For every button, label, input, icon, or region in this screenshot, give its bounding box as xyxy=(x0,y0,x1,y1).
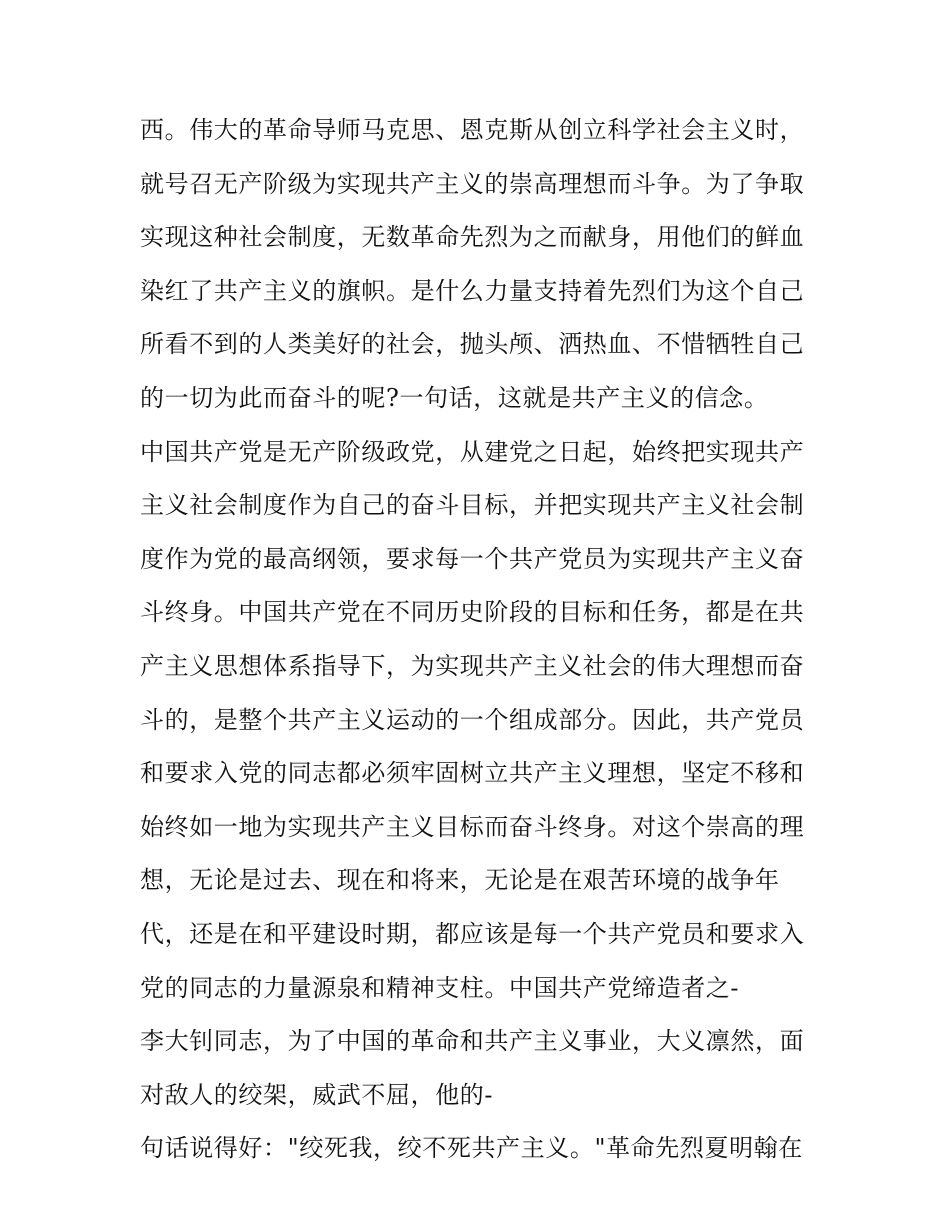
text-line: 就号召无产阶级为实现共产主义的崇高理想而斗争。为了争取 xyxy=(140,169,805,198)
text-line: 染红了共产主义的旗帜。是什么力量支持着先烈们为这个自己 xyxy=(140,276,805,305)
text-line: 斗终身。中国共产党在不同历史阶段的目标和任务，都是在共 xyxy=(140,598,805,627)
text-line: 斗的，是整个共产主义运动的一个组成部分。因此，共产党员 xyxy=(140,705,805,734)
text-line: 实现这种社会制度，无数革命先烈为之而献身，用他们的鲜血 xyxy=(140,223,805,252)
text-line: 的一切为此而奋斗的呢?一句话，这就是共产主义的信念。 xyxy=(140,383,769,412)
text-line: 所看不到的人类美好的社会，抛头颅、洒热血、不惜牺牲自己 xyxy=(140,330,805,359)
text-line: 产主义思想体系指导下，为实现共产主义社会的伟大理想而奋 xyxy=(140,651,805,680)
text-line: 句话说得好："绞死我，绞不死共产主义。"革命先烈夏明翰在 xyxy=(140,1134,803,1163)
text-line: 主义社会制度作为自己的奋斗目标，并把实现共产主义社会制 xyxy=(140,491,805,520)
text-line: 代，还是在和平建设时期，都应该是每一个共产党员和要求入 xyxy=(140,919,805,948)
text-line: 西。伟大的革命导师马克思、恩克斯从创立科学社会主义时， xyxy=(140,116,805,144)
text-line: 想，无论是过去、现在和将来，无论是在艰苦环境的战争年 xyxy=(140,866,780,895)
text-line: 度作为党的最高纲领，要求每一个共产党员为实现共产主义奋 xyxy=(140,544,805,573)
text-line: 李大钊同志，为了中国的革命和共产主义事业，大义凛然，面 xyxy=(140,1027,805,1056)
text-line: 党的同志的力量源泉和精神支柱。中国共产党缔造者之- xyxy=(140,973,740,1002)
body-text xyxy=(140,104,830,1176)
text-line: 始终如一地为实现共产主义目标而奋斗终身。对这个崇高的理 xyxy=(140,812,805,841)
text-line: 对敌人的绞架，威武不屈，他的- xyxy=(140,1080,494,1109)
text-line: 和要求入党的同志都必须牢固树立共产主义理想，坚定不移和 xyxy=(140,759,805,788)
text-line: 中国共产党是无产阶级政党，从建党之日起，始终把实现共产 xyxy=(140,437,805,466)
